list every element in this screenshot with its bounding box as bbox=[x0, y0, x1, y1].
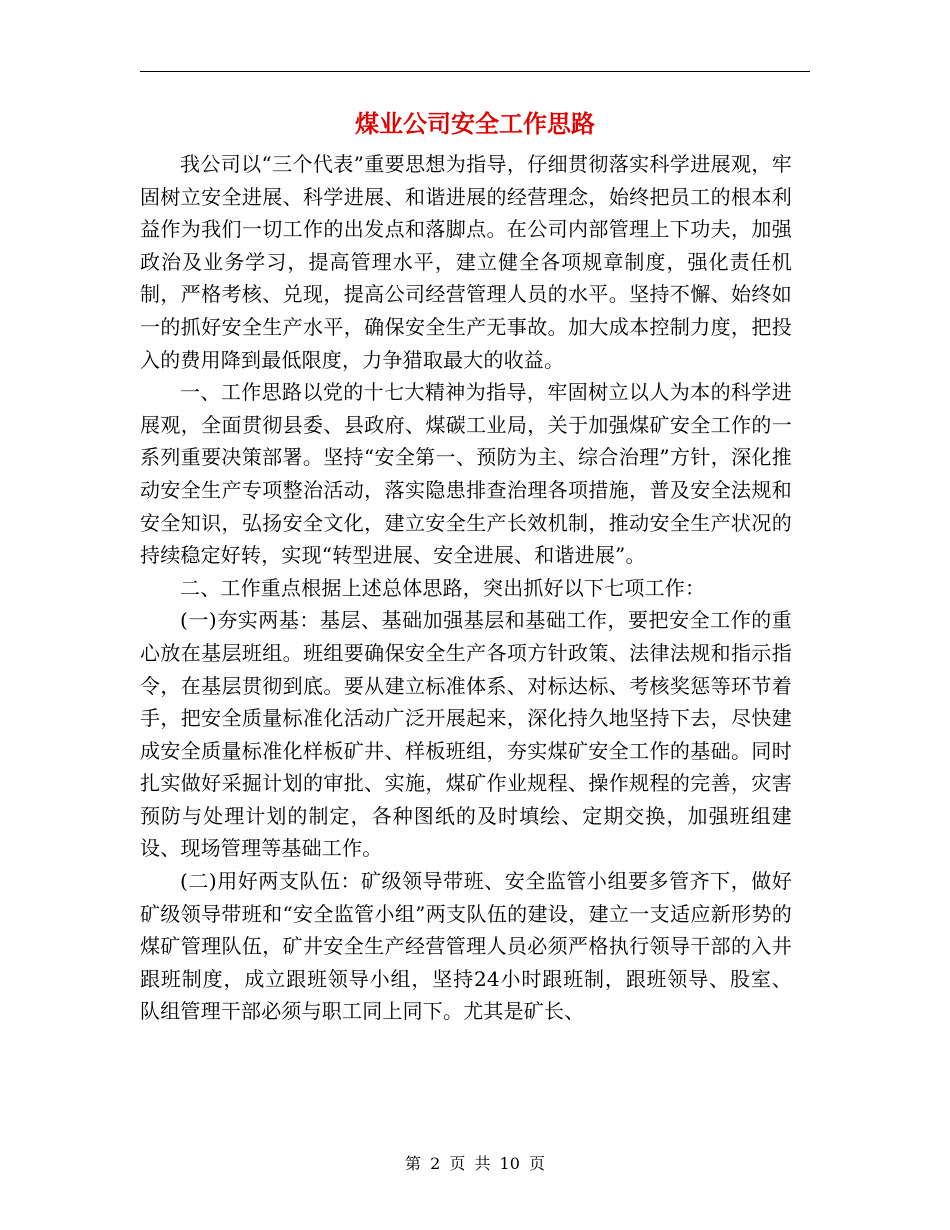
paragraph-item-two: (二)用好两支队伍：矿级领导带班、安全监管小组要多管齐下，做好矿级领导带班和“安全监管小组”两支队伍的建设，建立一支适应新形势的煤矿管理队伍，矿井安全生产经营管理人员必须严格执行领导干部的入井跟班制度，成立跟班领导小组，坚持24小时跟班制，跟班领导、股室、队组管理干部必须与职工同上同下。尤其是矿长、 bbox=[140, 869, 792, 1024]
header-rule bbox=[140, 71, 810, 72]
paragraph-work-approach: 一、工作思路以党的十七大精神为指导，牢固树立以人为本的科学进展观，全面贯彻县委、县政府、煤碳工业局，关于加强煤矿安全工作的一系列重要决策部署。坚持“安全第一、预防为主、综合治理”方针，深化推动安全生产专项整治活动，落实隐患排查治理各项措施，普及安全法规和安全知识，弘扬安全文化，建立安全生产长效机制，推动安全生产状况的持续稳定好转，实现“转型进展、安全进展、和谐进展”。 bbox=[140, 380, 792, 568]
document-body bbox=[140, 148, 792, 1028]
page-number-footer: 第 2 页 共 10 页 bbox=[405, 1154, 545, 1173]
paragraph-work-focus: 二、工作重点根据上述总体思路，突出抓好以下七项工作： bbox=[180, 575, 706, 600]
document-title: 煤业公司安全工作思路 bbox=[355, 110, 595, 138]
paragraph-item-one: (一)夯实两基：基层、基础加强基层和基础工作，要把安全工作的重心放在基层班组。班组要确保安全生产各项方针政策、法律法规和指示指令，在基层贯彻到底。要从建立标准体系、对标达标、考核奖惩等环节着手，把安全质量标准化活动广泛开展起来，深化持久地坚持下去，尽快建成安全质量标准化样板矿井、样板班组，夯实煤矿安全工作的基础。同时扎实做好采掘计划的审批、实施，煤矿作业规程、操作规程的完善，灾害预防与处理计划的制定，各种图纸的及时填绘、定期交换，加强班组建设、现场管理等基础工作。 bbox=[140, 608, 792, 861]
paragraph-intro: 我公司以“三个代表”重要思想为指导，仔细贯彻落实科学进展观，牢固树立安全进展、科学进展、和谐进展的经营理念，始终把员工的根本利益作为我们一切工作的出发点和落脚点。在公司内部管理上下功夫，加强政治及业务学习，提高管理水平，建立健全各项规章制度，强化责任机制，严格考核、兑现，提高公司经营管理人员的水平。坚持不懈、始终如一的抓好安全生产水平，确保安全生产无事故。加大成本控制力度，把投入的费用降到最低限度，力争猎取最大的收益。 bbox=[140, 152, 792, 372]
